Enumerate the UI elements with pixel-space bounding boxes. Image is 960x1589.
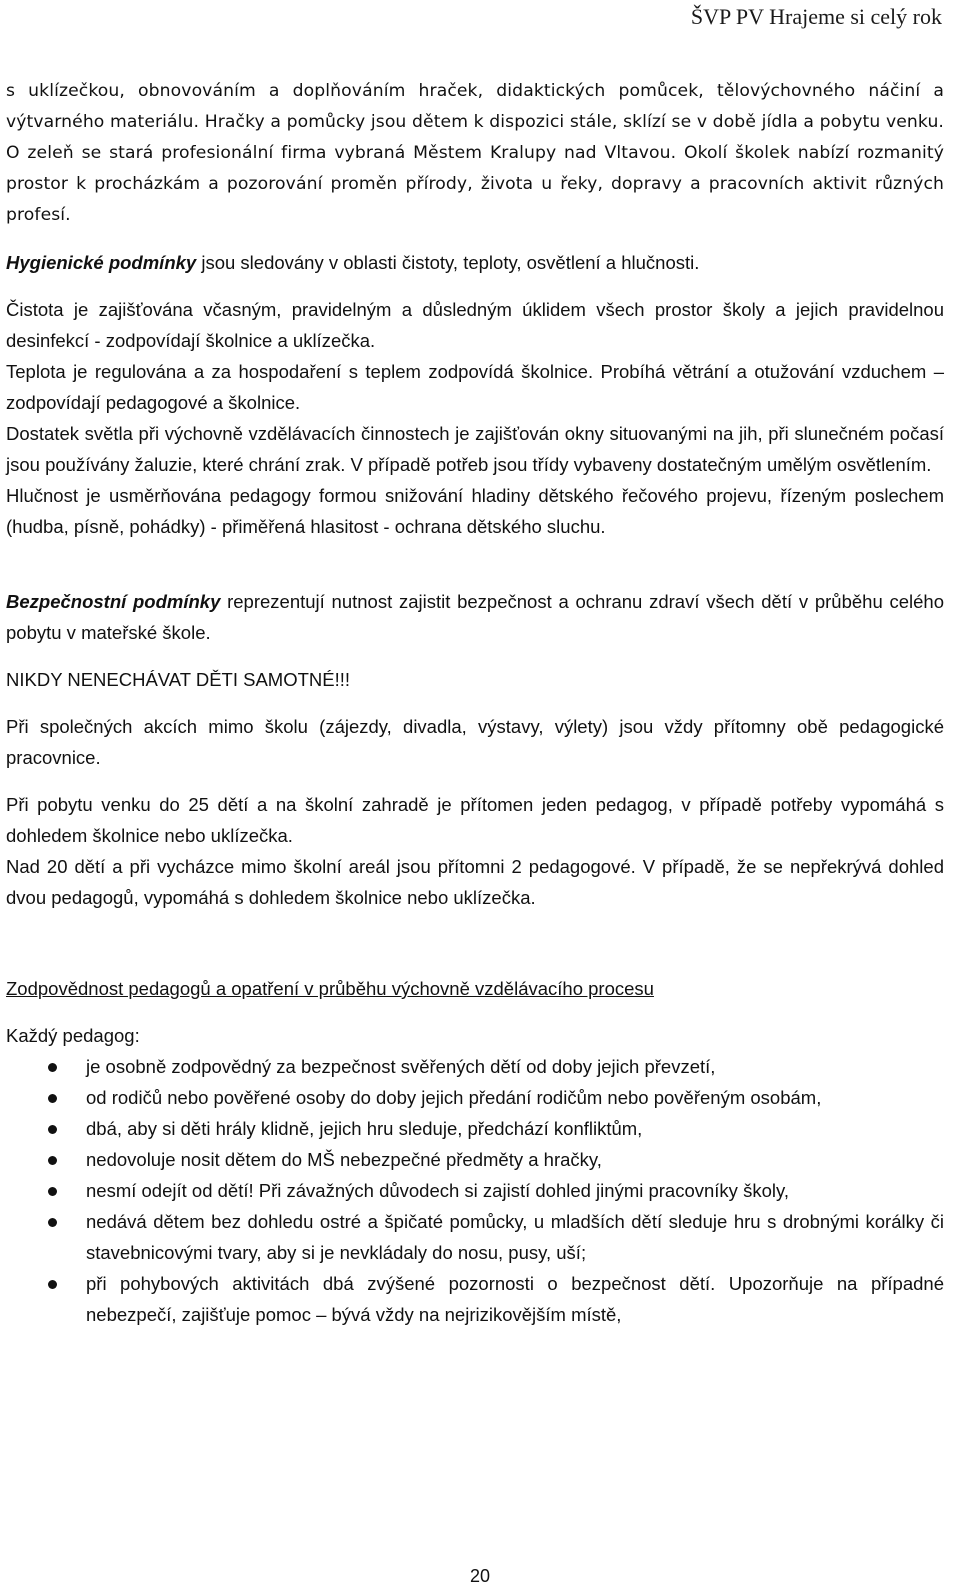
section-heading: Zodpovědnost pedagogů a opatření v průběhu výchovně vzdělávacího procesu bbox=[6, 978, 654, 999]
outdoor-paragraph: Při pobytu venku do 25 dětí a na školní zahradě je přítomen jeden pedagog, v případě potřeby vypomáhá s dohledem školnice nebo uklízečka. bbox=[6, 794, 944, 846]
list-item bbox=[6, 1082, 944, 1113]
over-twenty-paragraph: Nad 20 dětí a při vycházce mimo školní areál jsou přítomni 2 pedagogové. V případě, že se nepřekrývá dohled dvou pedagogů, vypomáhá s dohledem školnice nebo uklízečka. bbox=[6, 856, 944, 908]
list-item bbox=[6, 1144, 944, 1175]
list-item bbox=[6, 1051, 944, 1082]
list-item bbox=[6, 1175, 944, 1206]
safety-term: Bezpečnostní podmínky bbox=[6, 591, 221, 612]
bullet-icon bbox=[48, 1063, 57, 1072]
list-item-text: nedává dětem bez dohledu ostré a špičaté pomůcky, u mladších dětí sleduje hru s drobnými korálky či stavebnicovými tvary, aby si je nevkládaly do nosu, pusy, uší; bbox=[86, 1211, 944, 1263]
list-item-text: nesmí odejít od dětí! Při závažných důvodech si zajistí dohled jinými pracovníky školy, bbox=[86, 1180, 789, 1201]
never-leave-paragraph: NIKDY NENECHÁVAT DĚTI SAMOTNÉ!!! bbox=[6, 669, 351, 690]
page-number: 20 bbox=[469, 1566, 491, 1586]
running-header: ŠVP PV Hrajeme si celý rok bbox=[690, 4, 942, 29]
bullet-icon bbox=[48, 1187, 57, 1196]
noise-paragraph: Hlučnost je usměrňována pedagogy formou snižování hladiny dětského řečového projevu, řízeným poslechem (hudba, písně, pohádky) - přiměřená hlasitost - ochrana dětského sluchu. bbox=[6, 485, 944, 537]
list-item bbox=[6, 1206, 944, 1268]
temperature-paragraph: Teplota je regulována a za hospodaření s teplem zodpovídá školnice. Probíhá větrání a otužování vzduchem – zodpovídají pedagogové a školnice. bbox=[6, 361, 944, 413]
bullet-icon bbox=[48, 1094, 57, 1103]
safety-paragraph bbox=[6, 586, 944, 648]
list-item bbox=[6, 1268, 944, 1330]
document-body bbox=[6, 76, 944, 1330]
list-item-text: je osobně zodpovědný za bezpečnost svěřených dětí od doby jejich převzetí, bbox=[86, 1056, 716, 1077]
hygiene-term: Hygienické podmínky bbox=[6, 252, 197, 273]
list-item-text: nedovoluje nosit dětem do MŠ nebezpečné předměty a hračky, bbox=[86, 1149, 602, 1170]
safety-text: reprezentují nutnost zajistit bezpečnost a ochranu zdraví všech dětí v průběhu celého pobytu v mateřské škole. bbox=[6, 591, 944, 643]
list-item-text: při pohybových aktivitách dbá zvýšené pozornosti o bezpečnost dětí. Upozorňuje na případné nebezpečí, zajišťuje pomoc – bývá vždy na nejrizikovějším místě, bbox=[86, 1273, 944, 1325]
bullet-icon bbox=[48, 1156, 57, 1165]
bullet-icon bbox=[48, 1280, 57, 1289]
list-item bbox=[6, 1113, 944, 1144]
events-paragraph: Při společných akcích mimo školu (zájezdy, divadla, výstavy, výlety) jsou vždy přítomny obě pedagogické pracovnice. bbox=[6, 716, 944, 768]
hygiene-paragraph bbox=[6, 247, 944, 278]
hygiene-text: jsou sledovány v oblasti čistoty, teploty, osvětlení a hlučnosti. bbox=[196, 252, 700, 273]
bullet-icon bbox=[48, 1218, 57, 1227]
bullet-icon bbox=[48, 1125, 57, 1134]
list-item-text: od rodičů nebo pověřené osoby do doby jejich předání rodičům nebo pověřeným osobám, bbox=[86, 1087, 822, 1108]
responsibility-list bbox=[6, 1051, 944, 1330]
cleanliness-paragraph: Čistota je zajišťována včasným, pravidelným a důsledným úklidem všech prostor školy a jejich pravidelnou desinfekcí - zodpovídají školnice a uklízečka. bbox=[6, 299, 944, 351]
list-item-text: dbá, aby si děti hrály klidně, jejich hru sleduje, předchází konfliktům, bbox=[86, 1118, 643, 1139]
light-paragraph: Dostatek světla při výchovně vzdělávacích činnostech je zajišťován okny situovanými na jih, při slunečném počasí jsou používány žaluzie, které chrání zrak. V případě potřeb jsou třídy vybaveny dostatečným umělým osvětlením. bbox=[6, 423, 944, 475]
intro-paragraph: s uklízečkou, obnovováním a doplňováním hraček, didaktických pomůcek, tělovýchovného náčiní a výtvarného materiálu. Hračky a pomůcky jsou dětem k dispozici stále, sklízí se v době jídla a pobytu venku. O zeleň se stará profesionální firma vybraná Městem Kralupy nad Vltavou. Okolí školek nabízí rozmanitý prostor k procházkám a pozorování proměn přírody, života u řeky, dopravy a pracovních aktivit různých profesí. bbox=[6, 81, 944, 225]
each-teacher-label: Každý pedagog: bbox=[6, 1025, 140, 1046]
